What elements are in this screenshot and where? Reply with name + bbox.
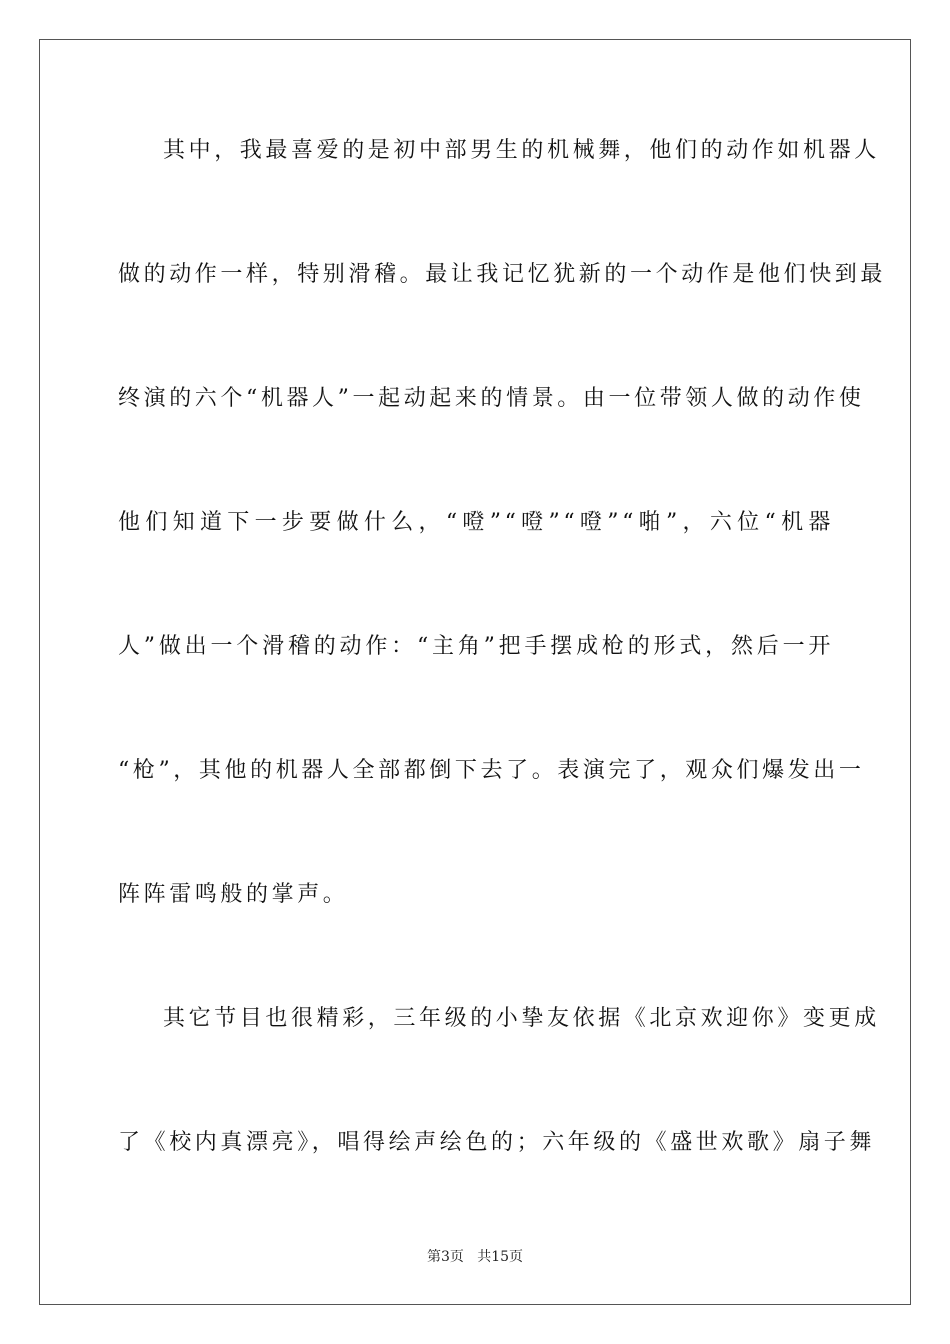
paragraph-2-line-2: 了《校内真漂亮》，唱得绘声绘色的；六年级的《盛世欢歌》扇子舞 [118, 1130, 876, 1155]
paragraph-2-line-1: 其它节目也很精彩，三年级的小挚友依据《北京欢迎你》变更成 [163, 1006, 880, 1031]
paragraph-1-line-1: 其中，我最喜爱的是初中部男生的机械舞，他们的动作如机器人 [163, 138, 880, 163]
paragraph-1-line-3: 终演的六个“机器人”一起动起来的情景。由一位带领人做的动作使 [118, 386, 865, 411]
paragraph-1-line-2: 做的动作一样，特别滑稽。最让我记忆犹新的一个动作是他们快到最 [118, 262, 887, 287]
page-border [39, 39, 911, 1305]
page-number-footer: 第3页 共15页 [426, 1249, 524, 1265]
paragraph-1-line-5: 人”做出一个滑稽的动作：“主角”把手摆成枪的形式，然后一开 [118, 634, 834, 659]
paragraph-1-line-7: 阵阵雷鸣般的掌声。 [118, 882, 349, 907]
paragraph-1-line-6: “枪”，其他的机器人全部都倒下去了。表演完了，观众们爆发出一 [118, 758, 865, 783]
paragraph-1-line-4: 他们知道下一步要做什么，“噔”“噔”“噔”“啪”，六位“机器 [118, 510, 834, 535]
